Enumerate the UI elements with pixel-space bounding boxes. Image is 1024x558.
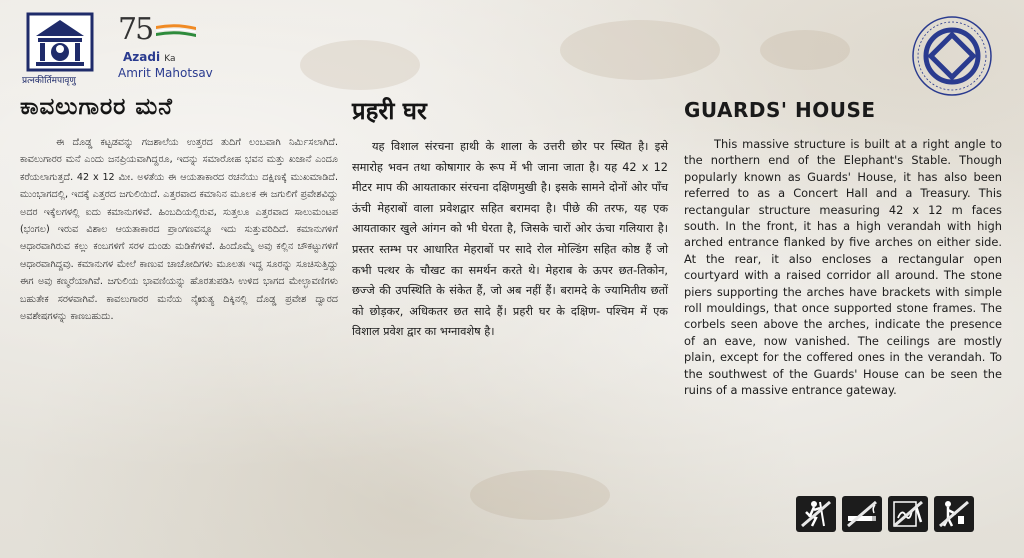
asi-motto: प्रत्नकीर्तिमपावृणु <box>22 76 76 86</box>
azadi-ka-amrit-mahotsav-logo <box>118 12 238 82</box>
azadi-line-2 <box>118 66 213 80</box>
hindi-description: यह विशाल संरचना हाथी के शाला के उत्तरी छोर पर स्थित है। इसे समारोह भवन तथा कोषागार के रूप में भी जाना जाता है। यह 42 x 12 मीटर माप की आयताकार संरचना दक्षिणमुखी है। इसके सामने दोनों ओर पाँच ऊंची मेहराबों वाला प्रवेशद्वार सहित बरामदा है। पीछे की तरफ, यह एक आयताकार खुले आंगन को भी घेरता है, जिसके चारों ओर ऊंचा गलियारा है। प्रस्तर स्तम्भ पर आधारित मेहराबों पर सादे रोल मोल्डिंग सहित कोष्ठ हैं जो कभी पत्थर के चौखट का समर्थन करते थे। मेहराब के ऊपर छत-तिकोन, छज्जे की उपस्थिति के संकेत हैं, जो अब नहीं हैं। बरामदे के ज्यामितीय छतों को छोड़कर, अधिकतर छत सादे हैं। प्रहरी घर के दक्षिण- पश्चिम में एक विशाल प्रवेश द्वार का भग्नावशेष है। <box>352 140 668 339</box>
mahotsav-word: Mahotsav <box>154 66 213 80</box>
english-title: GUARDS' HOUSE <box>684 98 876 122</box>
stain <box>470 470 610 520</box>
english-description: This massive structure is built at a right angle to the northern end of the Elephant's Stable. Though popularly known as Guards' House, it has also been referred to as a Concert Hall and a Treasury. This rectangular structure measuring 42 x 12 m faces south. In the front, it has a high verandah with high arched entrance flanked by five arches on either side. At the rear, it also encloses a rectangular open courtyard with a raised corridor all around. The stone piers supporting the arches have brackets with simple roll mouldings, that once supported stone frames. The corbels seen above the arches, indicate the presence of an eave, now vanished. The ceilings are mostly plain, except for the coffered ones in the verandah. To the southwest of the Guards' House can be seen the ruins of a massive entrance gateway. <box>684 137 1002 398</box>
azadi-word: Azadi <box>123 50 161 64</box>
amrit-word: Amrit <box>118 66 151 80</box>
hindi-title: प्रहरी घर <box>352 97 427 125</box>
stain <box>300 40 420 90</box>
stain <box>560 20 720 80</box>
no-writing-on-walls-icon <box>888 496 928 532</box>
no-smoking-icon <box>842 496 882 532</box>
stain <box>760 30 850 70</box>
kannada-description: ಈ ದೊಡ್ಡ ಕಟ್ಟಡವನ್ನು ಗಜಶಾಲೆಯ ಉತ್ತರದ ತುದಿಗೆ ಲಂಬವಾಗಿ ನಿರ್ಮಿಸಲಾಗಿದೆ. ಕಾವಲುಗಾರರ ಮನೆ ಎಂದು ಜನಪ್ರಿಯವಾಗಿದ್ದರೂ, ಇದನ್ನು ಸಮಾರೋಹ ಭವನ ಮತ್ತು ಖಜಾನೆ ಎಂದೂ ಕರೆಯಲಾಗುತ್ತದೆ. 42 x 12 ಮೀ. ಅಳತೆಯ ಈ ಆಯತಾಕಾರದ ರಚನೆಯು ದಕ್ಷಿಣಕ್ಕೆ ಮುಖಮಾಡಿದೆ. ಮುಂಭಾಗದಲ್ಲಿ, ಇದಕ್ಕೆ ಎತ್ತರದ ಜಗುಲಿಯಿದೆ. ಎತ್ತರವಾದ ಕಮಾನಿನ ಮೂಲಕ ಈ ಜಗುಲಿಗೆ ಪ್ರವೇಶವಿದ್ದು ಅದರ ಇಕ್ಕೆಲಗಳಲ್ಲಿ ಐದು ಕಮಾನುಗಳಿವೆ. ಹಿಂಬದಿಯಲ್ಲಿರುವ, ಸುತ್ತಲೂ ಎತ್ತರವಾದ ಸಾಲುಮಂಟಪ (ಭಂಗಲ) ಇರುವ ವಿಶಾಲ ಆಯತಾಕಾರದ ಪ್ರಾಂಗಣವನ್ನೂ ಇದು ಸುತ್ತುವರಿದಿದೆ. ಕಮಾನುಗಳಿಗೆ ಆಧಾರವಾಗಿರುವ ಕಲ್ಲು ಕಂಬಗಳಿಗೆ ಸರಳ ದುಂಡು ಮಡಿಕೆಗಳಿವೆ. ಹಿಂದೊಮ್ಮೆ ಅವು ಕಲ್ಲಿನ ಚೌಕಟ್ಟುಗಳಿಗೆ ಆಧಾರವಾಗಿದ್ದವು. ಕಮಾನುಗಳ ಮೇಲೆ ಕಾಣುವ ಚಾಚೋದಿಗಳು ಮೂಲತಃ ಇದ್ದ ಸೂರನ್ನು ಸೂಚಿಸುತ್ತಿದ್ದು ಈಗ ಅವು ಕಣ್ಮರೆಯಾಗಿವೆ. ಜಗುಲಿಯ ಭಾವಣಿಯನ್ನು ಹೊರತುಪಡಿಸಿ ಉಳಿದ ಭಾಗದ ಮೇಲ್ಛಾವಣಿಗಳು ಬಹುತೇಕ ಸರಳವಾಗಿವೆ. ಕಾವಲುಗಾರರ ಮನೆಯ ನೈಋತ್ಯ ದಿಕ್ಕಿನಲ್ಲಿ ದೊಡ್ಡ ಪ್ರವೇಶ ದ್ವಾರದ ಅವಶೇಷಗಳನ್ನು ಕಾಣಬಹುದು. <box>20 137 338 323</box>
no-climbing-icon <box>796 496 836 532</box>
prohibition-signs <box>796 496 974 532</box>
asi-logo <box>26 12 94 72</box>
ka-word: Ka <box>164 54 176 64</box>
world-heritage-logo <box>910 14 994 98</box>
hindi-column <box>352 94 670 467</box>
azadi-line-1 <box>123 50 176 64</box>
asi-emblem-icon <box>26 12 94 72</box>
world-heritage-emblem-icon <box>910 14 994 98</box>
azadi-75-number: 75 <box>118 12 153 47</box>
tricolor-flag-icon <box>154 24 198 38</box>
english-column <box>684 94 1002 482</box>
kannada-column <box>20 94 338 506</box>
kannada-title: ಕಾವಲುಗಾರರ ಮನೆ <box>20 94 173 120</box>
no-littering-icon <box>934 496 974 532</box>
